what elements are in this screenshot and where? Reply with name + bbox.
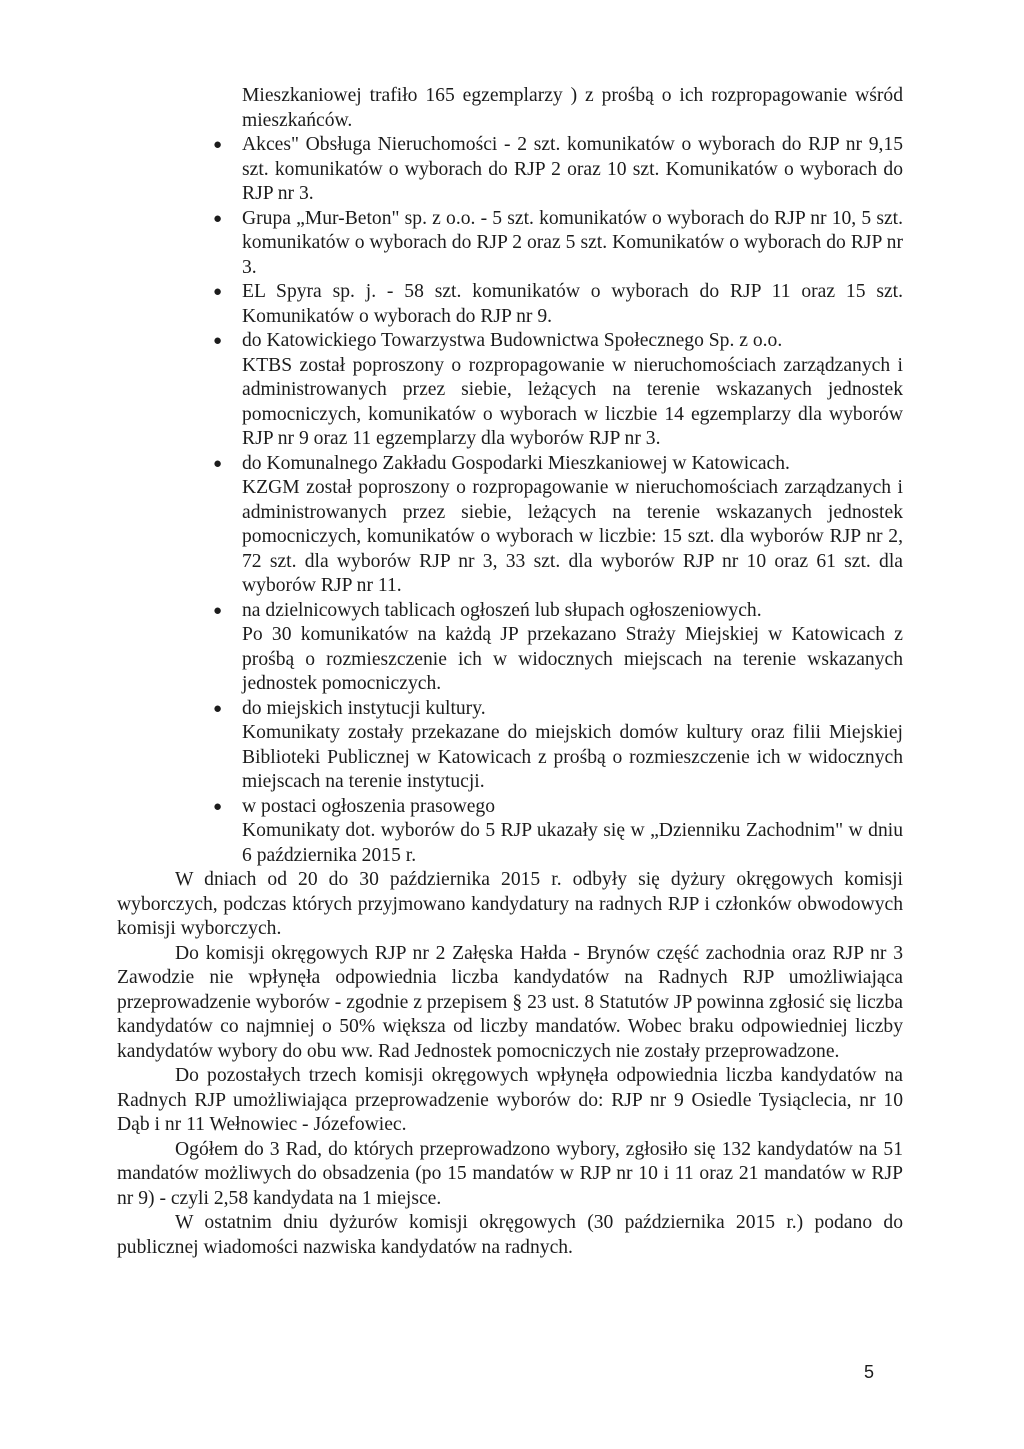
list-item-description: KTBS został poproszony o rozpropagowanie w nieruchomościach zarządzanych i administrowanych przez siebie, leżących na terenie wskazanych jednostek pomocniczych, komunikatów o wyborach w liczbie 14 egzemplarzy dla wyborów RJP nr 9 oraz 11 egzemplarzy dla wyborów RJP nr 3. [242,354,903,449]
list-item [117,697,903,795]
distribution-list [117,133,903,868]
list-item-description: KZGM został poproszony o rozpropagowanie w nieruchomościach zarządzanych i administrowanych przez siebie, leżących na terenie wskazanych jednostek pomocniczych, komunikatów o wyborach w liczbie: 15 szt. dla wyborów RJP nr 2, 72 szt. dla wyborów RJP nr 3, 33 szt. dla wyborów RJP nr 10 oraz 61 szt. dla wyborów RJP nr 11. [242,477,903,596]
list-item-heading: do miejskich instytucji kultury. [242,697,486,719]
list-item-description: Po 30 komunikatów na każdą JP przekazano Straży Miejskiej w Katowicach z prośbą o rozmieszczenie ich w widocznych miejscach na terenie wskazanych jednostek pomocniczych. [242,624,903,694]
list-item-heading: w postaci ogłoszenia prasowego [242,795,496,817]
bullet-icon: ● [213,455,223,472]
list-item [117,280,903,329]
intro-continuation: Mieszkaniowej trafiło 165 egzemplarzy ) z prośbą o ich rozpropagowanie wśród mieszkańców. [242,85,903,131]
list-item-text: EL Spyra sp. j. - 58 szt. komunikatów o wyborach do RJP 11 oraz 15 szt. Komunikatów o wyborach do RJP nr 9. [242,281,903,327]
bullet-icon: ● [213,210,223,227]
bullet-icon: ● [213,284,223,300]
paragraph-insufficient-candidates: Do komisji okręgowych RJP nr 2 Załęska Hałda - Brynów część zachodnia oraz RJP nr 3 Zawodzie nie wpłynęła odpowiednia liczba kandydatów na Radnych RJP umożliwiająca przeprowadzenie wyborów - zgodnie z przepisem § 23 ust. 8 Statutów JP powinna zgłosić się liczba kandydatów co najmniej o 50% większa od liczby mandatów. Wobec braku odpowiedniej liczby kandydatów wybory do obu ww. Rad Jednostek pomocniczych nie zostały przeprowadzone. [117,942,903,1062]
list-item-description: Komunikaty dot. wyborów do 5 RJP ukazały się w „Dzienniku Zachodnim" w dniu 6 października 2015 r. [242,820,903,866]
paragraph-sufficient-candidates: Do pozostałych trzech komisji okręgowych wpłynęła odpowiednia liczba kandydatów na Radnych RJP umożliwiająca przeprowadzenie wyborów do: RJP nr 9 Osiedle Tysiąclecia, nr 10 Dąb i nr 11 Wełnowiec - Józefowiec. [117,1065,903,1135]
list-item-heading: na dzielnicowych tablicach ogłoszeń lub słupach ogłoszeniowych. [242,599,762,621]
bullet-icon: ● [213,602,223,619]
document-body [117,84,903,1260]
list-item-heading: do Komunalnego Zakładu Gospodarki Mieszkaniowej w Katowicach. [242,452,790,474]
bullet-icon: ● [213,700,223,717]
page-number: 5 [864,1362,875,1382]
list-item [117,795,903,869]
bullet-icon: ● [213,137,223,153]
list-item [117,452,903,599]
list-item [117,207,903,281]
list-item-heading: do Katowickiego Towarzystwa Budownictwa Społecznego Sp. z o.o. [242,330,783,351]
paragraph-publication: W ostatnim dniu dyżurów komisji okręgowych (30 października 2015 r.) podano do publicznej wiadomości nazwiska kandydatów na radnych. [117,1212,903,1258]
list-item-text: Grupa „Mur-Beton" sp. z o.o. - 5 szt. komunikatów o wyborach do RJP nr 10, 5 szt. komunikatów o wyborach do RJP 2 oraz 5 szt. Komunikatów o wyborach do RJP nr 3. [242,207,903,278]
bullet-icon: ● [213,798,223,815]
paragraph-duty-hours: W dniach od 20 do 30 października 2015 r. odbyły się dyżury okręgowych komisji wyborczych, podczas których przyjmowano kandydatury na radnych RJP i członków obwodowych komisji wyborczych. [117,869,903,939]
list-item [117,133,903,207]
list-item [117,599,903,697]
list-item [117,329,903,452]
list-item-text: Akces" Obsługa Nieruchomości - 2 szt. komunikatów o wyborach do RJP nr 9,15 szt. komunikatów o wyborach do RJP 2 oraz 10 szt. Komunikatów o wyborach do RJP nr 3. [242,134,903,204]
list-item-description: Komunikaty zostały przekazane do miejskich domów kultury oraz filii Miejskiej Biblioteki Publicznej w Katowicach z prośbą o rozmieszczenie ich w widocznych miejscach na terenie instytucji. [242,722,903,792]
paragraph-candidate-totals: Ogółem do 3 Rad, do których przeprowadzono wybory, zgłosiło się 132 kandydatów na 51 mandatów możliwych do obsadzenia (po 15 mandatów w RJP nr 10 i 11 oraz 21 mandatów w RJP nr 9) - czyli 2,58 kandydata na 1 miejsce. [117,1138,903,1209]
bullet-icon: ● [213,333,223,349]
